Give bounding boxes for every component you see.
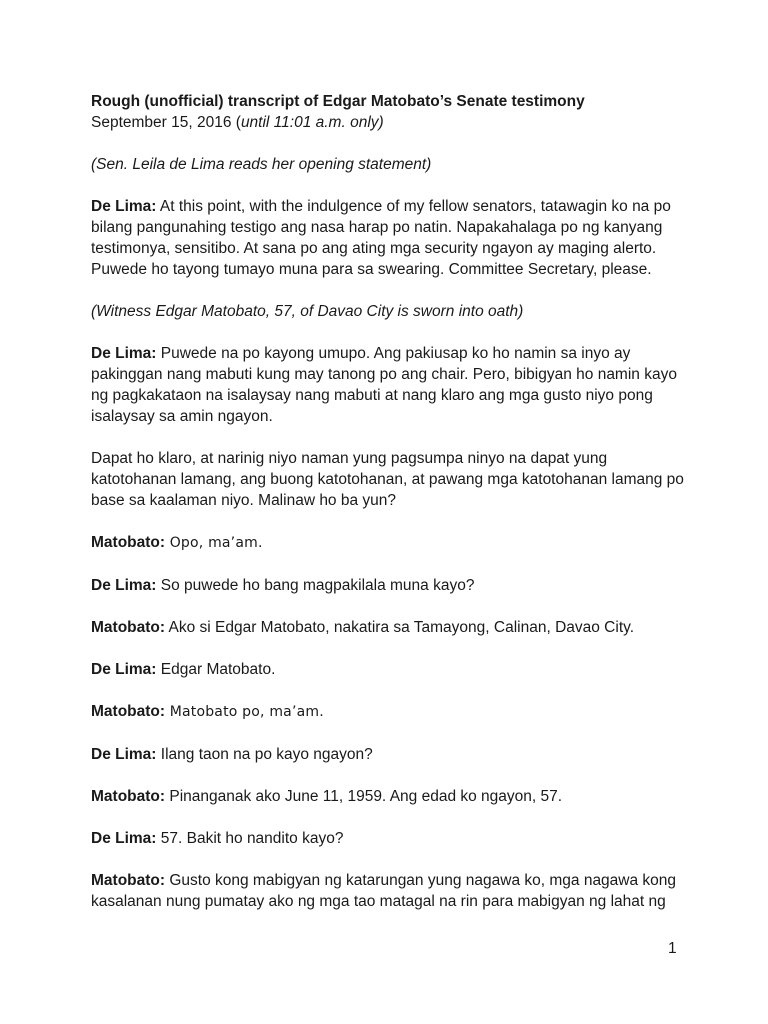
speaker-label: De Lima: [91, 661, 157, 678]
transcript-paragraph [91, 575, 691, 596]
speech-text: Gusto kong mabigyan ng katarungan yung nagawa ko, mga nagawa kong kasalanan nung pumatay ako ng mga tao matagal na rin para mabigyan ng lahat ng [91, 872, 677, 910]
speaker-label: De Lima: [91, 198, 157, 215]
speech-text: At this point, with the indulgence of my fellow senators, tatawagin ko na po bilang pangunahing testigo ang nasa harap po natin. Napakahalaga po ng kanyang testimonya, sensitibo. At sana po ang ating mga security ngayon ay maging alerto. Puwede ho tayong tumayo muna para sa swearing. Committee Secretary, please. [91, 198, 671, 278]
stage-direction: (Witness Edgar Matobato, 57, of Davao City is sworn into oath) [91, 303, 524, 320]
transcript-paragraph [91, 617, 691, 638]
transcript-paragraph [91, 786, 691, 807]
speaker-label: Matobato: [91, 619, 166, 636]
speech-text: Ilang taon na po kayo ngayon? [156, 746, 373, 763]
speaker-label: De Lima: [91, 577, 157, 594]
speech-text: Opo, ma’am. [165, 535, 263, 551]
speaker-label: De Lima: [91, 746, 157, 763]
transcript-paragraph [91, 744, 691, 765]
transcript-paragraph [91, 870, 691, 912]
transcript-paragraph: Dapat ho klaro, at narinig niyo naman yung pagsumpa ninyo na dapat yung katotohanan lamang, ang buong katotohanan, at pawang mga katotohanan lamang po base sa kaalaman niyo. Malinaw ho ba yun? [91, 450, 684, 509]
speech-text: Matobato po, ma’am. [165, 704, 324, 720]
stage-direction: (Sen. Leila de Lima reads her opening statement) [91, 156, 432, 173]
speech-text: Edgar Matobato. [156, 661, 276, 678]
document-title: Rough (unofficial) transcript of Edgar Matobato’s Senate testimony [91, 93, 585, 110]
speaker-label: Matobato: [91, 703, 166, 720]
speech-text: So puwede ho bang magpakilala muna kayo? [156, 577, 475, 594]
transcript-paragraph [91, 532, 691, 554]
date-note: until 11:01 a.m. only) [240, 114, 384, 131]
transcript-paragraph [91, 701, 691, 723]
transcript-paragraph [91, 343, 691, 427]
transcript-body [91, 91, 691, 933]
speaker-label: Matobato: [91, 534, 166, 551]
transcript-paragraph [91, 659, 691, 680]
speech-text: Ako si Edgar Matobato, nakatira sa Tamayong, Calinan, Davao City. [165, 619, 635, 636]
speaker-label: Matobato: [91, 872, 166, 889]
transcript-paragraph [91, 196, 691, 280]
speaker-label: De Lima: [91, 830, 157, 847]
speaker-label: Matobato: [91, 788, 166, 805]
speech-text: Pinanganak ako June 11, 1959. Ang edad ko ngayon, 57. [165, 788, 563, 805]
speech-text: Puwede na po kayong umupo. Ang pakiusap ko ho namin sa inyo ay pakinggan nang mabuti kung may tanong po ang chair. Pero, bibigyan ho namin kayo ng pagkakataon na isalaysay nang mabuti at nang klaro ang mga gusto niyo pong isalaysay sa amin ngayon. [91, 345, 677, 425]
document-date [91, 112, 691, 133]
transcript-paragraph [91, 828, 691, 849]
page-number: 1 [668, 940, 677, 957]
speech-text: 57. Bakit ho nandito kayo? [156, 830, 344, 847]
speaker-label: De Lima: [91, 345, 157, 362]
date-text: September 15, 2016 ( [91, 114, 241, 131]
